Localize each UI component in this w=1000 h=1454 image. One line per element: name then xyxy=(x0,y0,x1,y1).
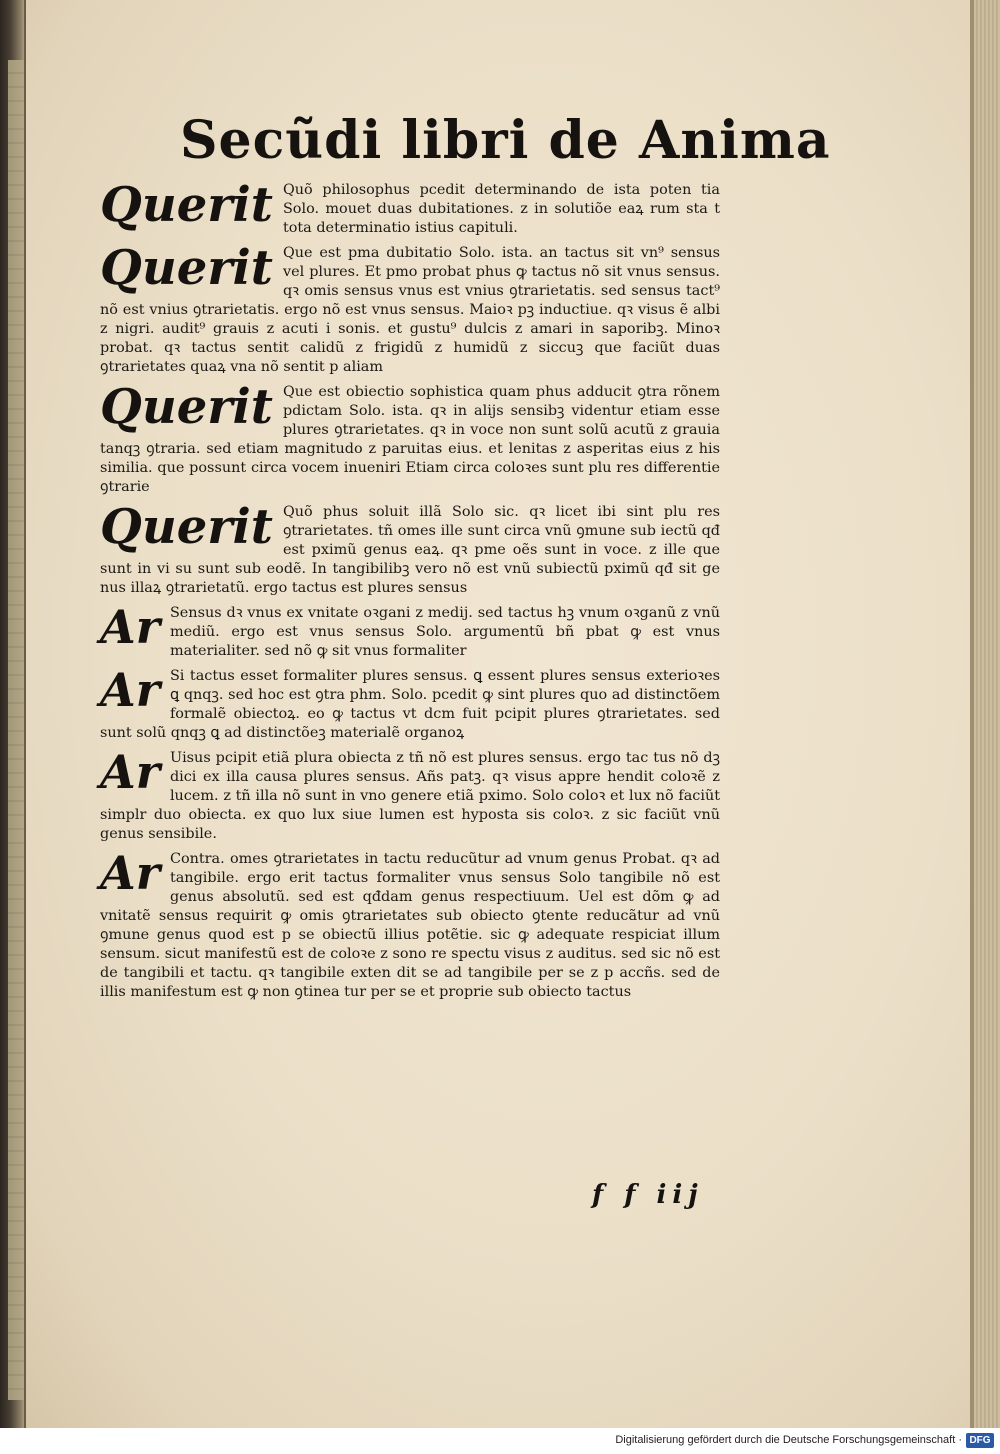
paragraph-lead: Ar xyxy=(100,846,160,900)
paragraph xyxy=(100,177,720,238)
paragraph xyxy=(100,600,720,661)
paragraph xyxy=(100,846,720,1002)
paragraph-text: Que est pma dubitatio Solo. ista. an tactus sit vn⁹ sensus vel plures. Et pmo probat phus ꝙ tactus nõ sit vnus sensus. qꝛ omis sensus vnus est vnius ꝯtrarietatis. sed sensus tact⁹ nõ est vnius ꝯtrarietatis. ergo nõ est vnus sensus. Maioꝛ pꝫ inductiue. qꝛ visus ẽ albi z nigri. audit⁹ grauis z acuti i sonis. et gustu⁹ dulcis z amari in saporibꝫ. Minoꝛ probat. qꝛ tactus sentit calidũ z frigidũ z humidũ z siccuꝫ que faciũt duas ꝯtrarietates quaꝝ vna nõ sentit p aliam xyxy=(100,245,720,375)
signature-mark: f f iij xyxy=(592,1180,704,1210)
paragraph-lead: Ar xyxy=(100,663,160,717)
paragraph xyxy=(100,499,720,598)
paragraph xyxy=(100,379,720,497)
page-title: Secũdi libri de Anima xyxy=(180,110,831,171)
paragraph xyxy=(100,745,720,844)
paragraph-lead: Ar xyxy=(100,600,160,654)
paragraph xyxy=(100,663,720,743)
funding-credit: Digitalisierung gefördert durch die Deutsche Forschungsgemeinschaft · xyxy=(615,1434,962,1446)
paragraph-lead: Querit xyxy=(100,177,273,233)
paragraph-text: Si tactus esset formaliter plures sensus. ꝗ essent plures sensus exterioꝛes ꝗ qnqꝫ. sed hoc est ꝯtra phm. Solo. pcedit ꝙ sint plures quo ad distinctõem formalẽ obiectoꝝ. eo ꝙ tactus vt dcm fuit pcipit plures ꝯtrarietates. sed sunt solũ qnqꝫ ꝗ ad distinctõeꝫ materialẽ organoꝝ xyxy=(100,668,720,741)
paragraph-text: Que est obiectio sophistica quam phus adducit ꝯtra rõnem pdictam Solo. ista. qꝛ in alijs sensibꝫ videntur etiam esse plures ꝯtrarietates. qꝛ in voce non sunt solũ acutũ z grauia tanqꝫ ꝯtraria. sed etiam magnitudo z paruitas eius. et lenitas z asperitas eius z his similia. que possunt circa vocem inueniri Etiam circa coloꝛes sunt plu res differentie ꝯtrarie xyxy=(100,384,720,495)
page-stack-edge xyxy=(970,0,1000,1428)
dfg-logo-icon: DFG xyxy=(966,1433,994,1448)
footer-bar xyxy=(0,1428,1000,1454)
paragraph-text: Contra. omes ꝯtrarietates in tactu reducũtur ad vnum genus Probat. qꝛ ad tangibile. ergo erit tactus formaliter vnus sensus Solo tangibile nõ est genus absolutũ. sed est qđdam genus respectiuum. Uel est dõm ꝙ ad vnitatẽ sensus requirit ꝙ omis ꝯtrarietates sub obiecto ꝯtente reducãtur ad vnũ ꝯmune genus quod est p se obiectũ illius potẽtie. sic ꝙ adequate respiciat illum sensum. sicut manifestũ est de coloꝛe z sono re spectu visus z auditus. sed sic nõ est de tangibili et tactu. qꝛ tangibile exten dit se ad tangibile per se z p accñs. sed de illis manifestum est ꝙ non ꝯtinea tur per se et proprie sub obiecto tactus xyxy=(100,851,720,1000)
paragraph-lead: Querit xyxy=(100,379,273,435)
paragraph-text: Quõ philosophus pcedit determinando de ista poten tia Solo. mouet duas dubitationes. z in solutiõe eaꝝ rum sta t tota determinatio istius capituli. xyxy=(282,182,720,236)
paragraph-lead: Ar xyxy=(100,745,160,799)
paragraph xyxy=(100,240,720,377)
paragraph-text: Quõ phus soluit illã Solo sic. qꝛ licet ibi sint plu res ꝯtrarietates. tñ omes ille sunt circa vnũ ꝯmune sub iectũ qđ est pximũ genus eaꝝ. qꝛ pme oẽs sunt in voce. z ille que sunt in vi su sunt sub eodẽ. In tangibilibꝫ vero nõ est vnũ subiectũ pximũ qđ sit ge nus illaꝝ ꝯtrarietatũ. ergo tactus est plures sensus xyxy=(100,504,720,596)
paragraph-lead: Querit xyxy=(100,499,273,555)
paragraph-text: Uisus pcipit etiã plura obiecta z tñ nõ est plures sensus. ergo tac tus nõ dꝫ dici ex illa causa plures sensus. Añs patꝫ. qꝛ visus appre hendit coloꝛẽ z lucem. z tñ illa nõ sunt in vno genere etiã pximo. Solo coloꝛ et lux nõ faciũt simplr duo obiecta. ex quo lux siue lumen est hyposta sis coloꝛ. z sic faciũt vnũ genus sensibile. xyxy=(100,750,720,842)
paragraph-lead: Querit xyxy=(100,240,273,296)
text-block xyxy=(100,110,831,1008)
paragraph-text: Sensus dꝛ vnus ex vnitate oꝛgani z medij. sed tactus hꝫ vnum oꝛganũ z vnũ mediũ. ergo est vnus sensus Solo. argumentũ bñ pbat ꝙ est vnus materialiter. sed nõ ꝙ sit vnus formaliter xyxy=(169,605,720,659)
